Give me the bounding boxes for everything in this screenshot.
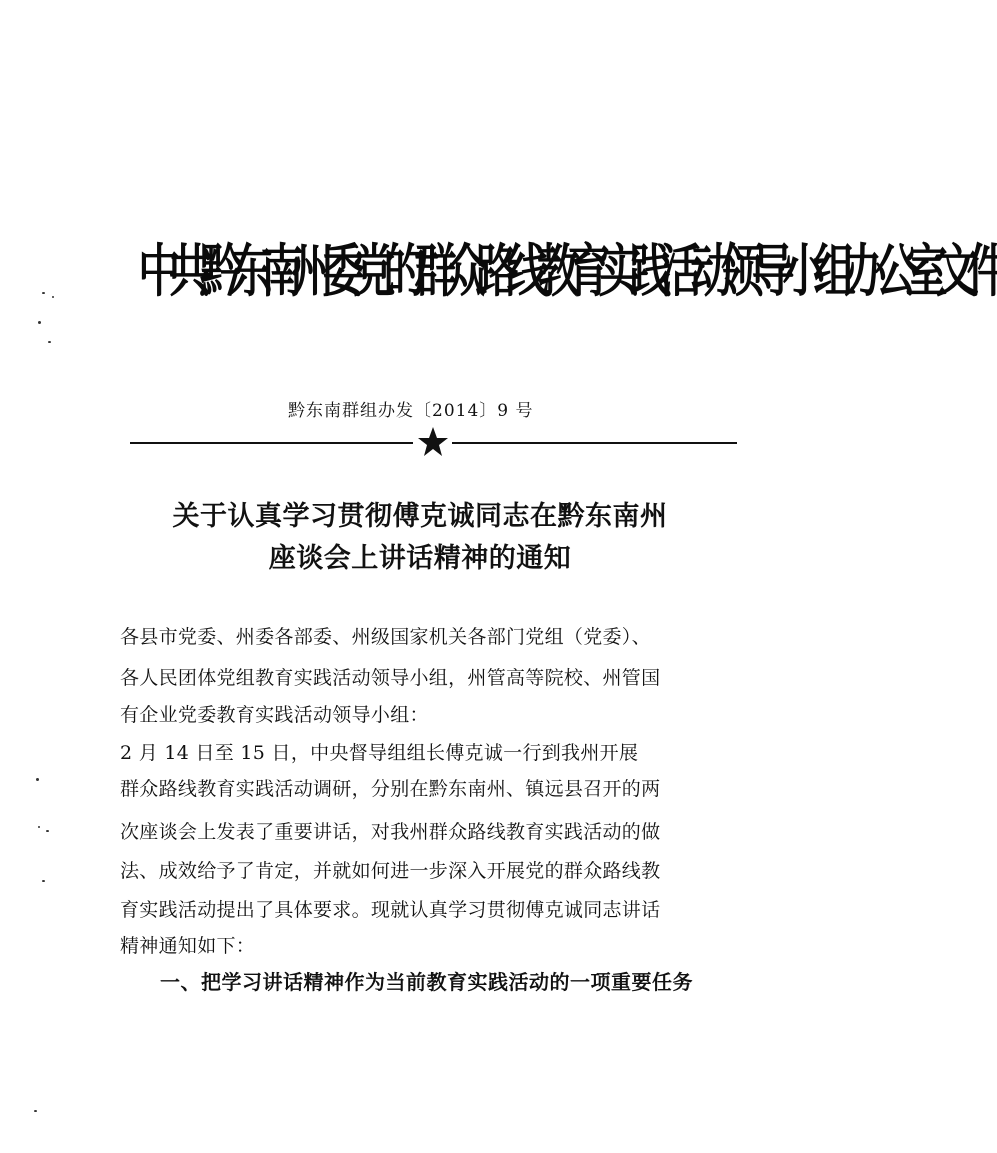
recipients-line-1: 各县市党委、州委各部委、州级国家机关各部门党组（党委）、 <box>120 626 651 648</box>
scan-speck <box>34 1110 37 1112</box>
header-divider-right <box>452 442 737 444</box>
issuing-office-title: 中共黔东南州委党的群众路线教育实践活动领导小组办公室文件 <box>138 239 997 305</box>
scan-speck <box>48 341 51 343</box>
body-line-1: 2 月 14 日至 15 日，中央督导组组长傅克诚一行到我州开展 <box>120 742 639 764</box>
notice-subject-title <box>110 496 730 580</box>
document-number: 黔东南群组办发〔2014〕9 号 <box>288 401 534 421</box>
body-line-2: 群众路线教育实践活动调研，分别在黔东南州、镇远县召开的两 <box>120 778 661 800</box>
recipients-line-3: 有企业党委教育实践活动领导小组： <box>120 704 429 726</box>
scan-speck <box>36 778 39 781</box>
scan-speck <box>42 880 45 882</box>
scan-speck <box>38 826 40 828</box>
body-line-5: 育实践活动提出了具体要求。现就认真学习贯彻傅克诚同志讲话 <box>120 899 661 921</box>
subject-title-line-1: 关于认真学习贯彻傅克诚同志在黔东南州 <box>172 501 668 532</box>
recipients-line-2: 各人民团体党组教育实践活动领导小组，州管高等院校、州管国 <box>120 667 661 689</box>
scan-speck <box>38 321 41 324</box>
header-divider-left <box>130 442 413 444</box>
scan-speck <box>42 292 45 294</box>
body-line-6: 精神通知如下： <box>120 935 256 957</box>
section-heading-1: 一、把学习讲话精神作为当前教育实践活动的一项重要任务 <box>160 970 693 994</box>
scan-speck <box>46 830 49 832</box>
star-icon <box>417 426 449 458</box>
body-line-3: 次座谈会上发表了重要讲话，对我州群众路线教育实践活动的做 <box>120 821 661 843</box>
body-line-4: 法、成效给予了肯定，并就如何进一步深入开展党的群众路线教 <box>120 860 661 882</box>
subject-title-line-2: 座谈会上讲话精神的通知 <box>268 543 572 574</box>
scan-speck <box>52 296 54 298</box>
